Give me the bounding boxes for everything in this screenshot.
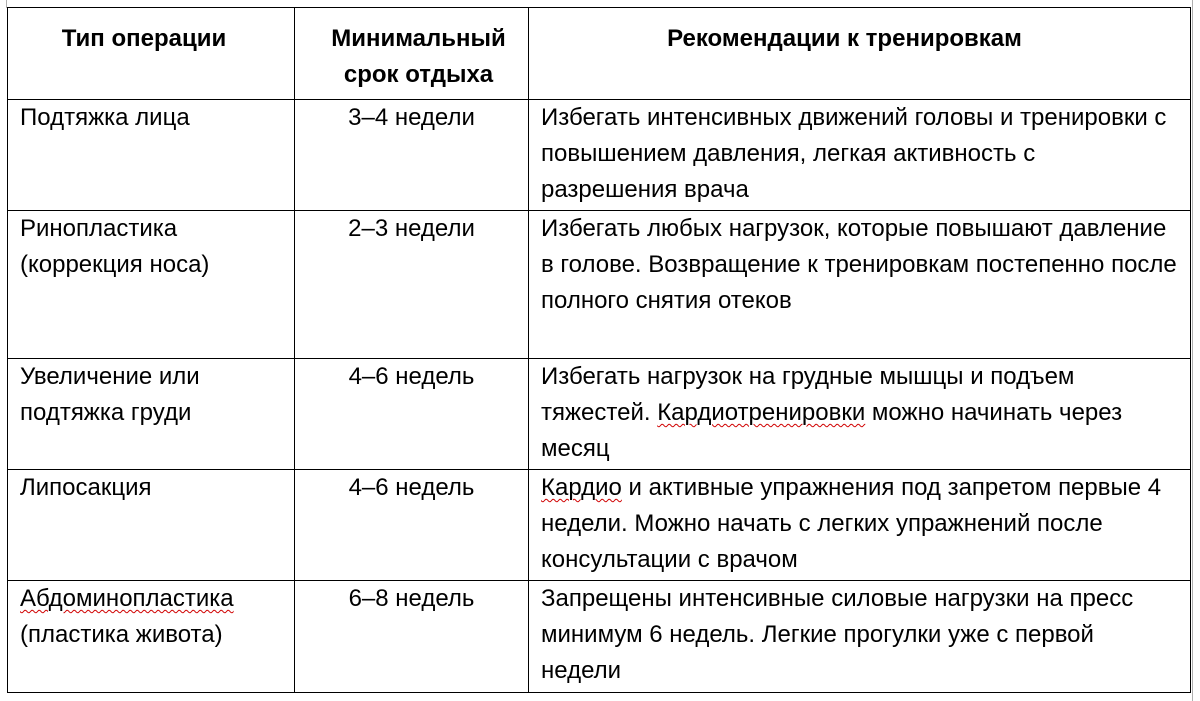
table-row xyxy=(8,100,1191,211)
operation-cell: Увеличение или подтяжка груди xyxy=(8,359,295,470)
rest-period-cell: 3–4 недели xyxy=(295,100,529,211)
operation-cell xyxy=(8,581,295,693)
recommendation-text: можно начинать через месяц xyxy=(541,399,1123,462)
rest-period-cell: 4–6 недель xyxy=(295,359,529,470)
table-row xyxy=(8,211,1191,359)
header-minimum-rest: Минимальный срок отдыха xyxy=(295,8,529,100)
table-row xyxy=(8,581,1191,693)
header-recommendations: Рекомендации к тренировкам xyxy=(529,8,1191,100)
spellcheck-flagged-word[interactable]: Кардиотренировки xyxy=(657,399,866,426)
rest-period-cell: 4–6 недель xyxy=(295,470,529,581)
header-operation-type: Тип операции xyxy=(8,8,295,100)
recommendation-cell: Избегать любых нагрузок, которые повышают давление в голове. Возвращение к тренировкам постепенно после полного снятия отеков xyxy=(529,211,1191,359)
table-row xyxy=(8,359,1191,470)
spellcheck-flagged-word[interactable]: Абдоминопластика xyxy=(20,585,234,612)
table-row xyxy=(8,470,1191,581)
operation-text: (пластика живота) xyxy=(20,621,223,648)
rest-period-cell: 2–3 недели xyxy=(295,211,529,359)
recommendation-cell: Избегать интенсивных движений головы и тренировки с повышением давления, легкая активность с разрешения врача xyxy=(529,100,1191,211)
operation-cell: Подтяжка лица xyxy=(8,100,295,211)
recommendation-text: и активные упражнения под запретом первые 4 недели. Можно начать с легких упражнений после консультации с врачом xyxy=(541,474,1162,573)
recommendation-cell xyxy=(529,359,1191,470)
table-header-row xyxy=(8,8,1191,100)
recovery-table xyxy=(7,7,1191,693)
recommendation-cell xyxy=(529,470,1191,581)
rest-period-cell: 6–8 недель xyxy=(295,581,529,693)
page-edge-marker-right xyxy=(1192,0,1193,701)
recommendation-text: Избегать нагрузок на грудные мышцы и подъем тяжестей. xyxy=(541,363,1075,426)
recommendation-cell: Запрещены интенсивные силовые нагрузки на пресс минимум 6 недель. Легкие прогулки уже с первой недели xyxy=(529,581,1191,693)
operation-cell: Ринопластика (коррекция носа) xyxy=(8,211,295,359)
operation-cell: Липосакция xyxy=(8,470,295,581)
spellcheck-flagged-word[interactable]: Кардио xyxy=(541,474,622,501)
